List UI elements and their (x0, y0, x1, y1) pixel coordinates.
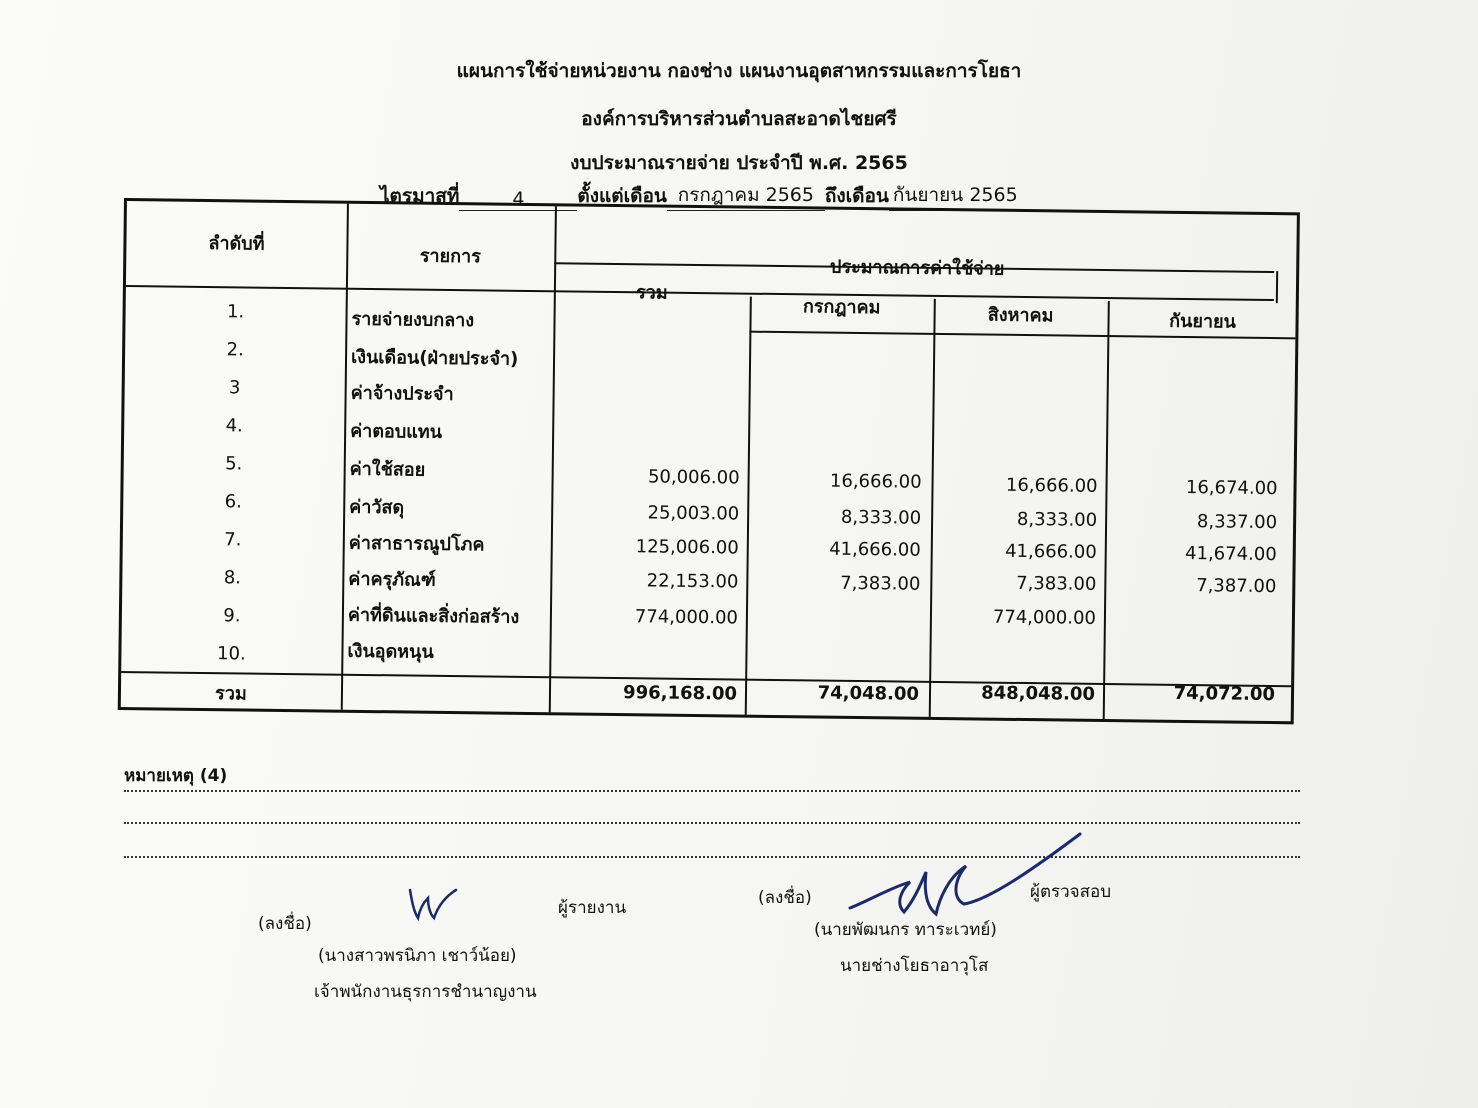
row-item: ค่าสาธารณูปโภค (348, 532, 485, 556)
remarks-line (124, 856, 1300, 858)
budget-year: งบประมาณรายจ่าย ประจำปี พ.ศ. 2565 (570, 152, 908, 174)
row-index: 10. (216, 643, 246, 665)
sum-august: 848,048.00 (981, 682, 1096, 705)
header-september: กันยายน (1169, 310, 1237, 333)
row-item: เงินเดือน(ฝ่ายประจำ) (350, 346, 519, 370)
row-july: 16,666.00 (829, 470, 922, 493)
row-july: 7,383.00 (840, 572, 921, 595)
header-index: ลำดับที่ (208, 233, 265, 255)
row-total: 22,153.00 (646, 570, 739, 593)
row-index: 4. (225, 415, 243, 437)
left-sign-label: (ลงชื่อ) (258, 914, 312, 934)
row-index: 2. (226, 339, 244, 361)
row-item: ค่าวัสดุ (349, 496, 405, 519)
header-august: สิงหาคม (987, 304, 1054, 327)
row-index: 3 (228, 377, 241, 399)
document-title: แผนการใช้จ่ายหน่วยงาน กองช่าง แผนงานอุตสาหกรรมและการโยธา (456, 60, 1022, 82)
right-sign-label: (ลงชื่อ) (758, 888, 812, 908)
row-item: ค่าใช้สอย (349, 458, 426, 481)
remarks-label: หมายเหตุ (4) (124, 766, 228, 786)
left-role: ผู้รายงาน (558, 898, 627, 918)
row-august: 774,000.00 (992, 606, 1097, 629)
quarter-value: 4 (459, 188, 577, 211)
row-item: เงินอุดหนุน (347, 640, 434, 663)
row-total: 125,006.00 (635, 536, 739, 559)
remarks-line (124, 822, 1300, 824)
row-september: 41,674.00 (1184, 542, 1277, 566)
header-estimate: ประมาณการค่าใช้จ่าย (829, 256, 1005, 280)
row-august: 41,666.00 (1005, 540, 1097, 563)
row-item: ค่าจ้างประจำ (350, 382, 454, 406)
expense-table (118, 198, 1300, 724)
organization-name: องค์การบริหารส่วนตำบลสะอาดไชยศรี (581, 108, 897, 130)
left-name: (นางสาวพรนิภา เชาว์น้อย) (318, 946, 517, 966)
row-july: 41,666.00 (829, 538, 921, 561)
row-index: 6. (224, 491, 243, 513)
left-signature (402, 884, 462, 924)
remarks-line (124, 790, 1300, 792)
row-index: 9. (223, 605, 241, 627)
row-august: 8,333.00 (1016, 508, 1098, 531)
sum-total: 996,168.00 (622, 682, 738, 705)
row-index: 1. (226, 301, 245, 323)
from-value: กรกฎาคม 2565 (667, 180, 825, 211)
row-august: 7,383.00 (1016, 572, 1097, 595)
to-value: กันยายน 2565 (889, 180, 1015, 211)
to-label: ถึงเดือน (824, 185, 889, 207)
row-august: 16,666.00 (1005, 474, 1098, 497)
header-item: รายการ (419, 245, 481, 268)
right-role: ผู้ตรวจสอบ (1030, 882, 1112, 902)
sum-september: 74,072.00 (1173, 682, 1276, 706)
row-july: 8,333.00 (840, 506, 922, 529)
header-total: รวม (635, 282, 668, 304)
right-name: (นายพัฒนกร ทาระเวทย์) (814, 920, 997, 940)
quarter-label: ไตรมาสที่ (380, 185, 460, 207)
row-item: ค่าที่ดินและสิ่งก่อสร้าง (347, 604, 520, 628)
row-total: 25,003.00 (647, 502, 740, 525)
row-september: 8,337.00 (1196, 511, 1278, 534)
sum-label: รวม (214, 683, 247, 705)
row-september: 16,674.00 (1185, 476, 1278, 500)
left-position: เจ้าพนักงานธุรการชำนาญงาน (314, 982, 537, 1002)
right-position: นายช่างโยธาอาวุโส (840, 956, 989, 976)
row-index: 8. (223, 567, 242, 589)
row-item: รายจ่ายงบกลาง (351, 308, 475, 332)
row-item: ค่าครุภัณฑ์ (348, 568, 436, 591)
row-item: ค่าตอบแทน (350, 420, 443, 443)
row-september: 7,387.00 (1196, 575, 1277, 598)
from-label: ตั้งแต่เดือน (577, 185, 667, 207)
header-july: กรกฎาคม (802, 296, 881, 319)
row-total: 774,000.00 (634, 606, 739, 629)
sum-july: 74,048.00 (817, 682, 920, 705)
row-total: 50,006.00 (647, 466, 740, 489)
row-index: 5. (225, 453, 243, 475)
row-index: 7. (224, 529, 242, 551)
